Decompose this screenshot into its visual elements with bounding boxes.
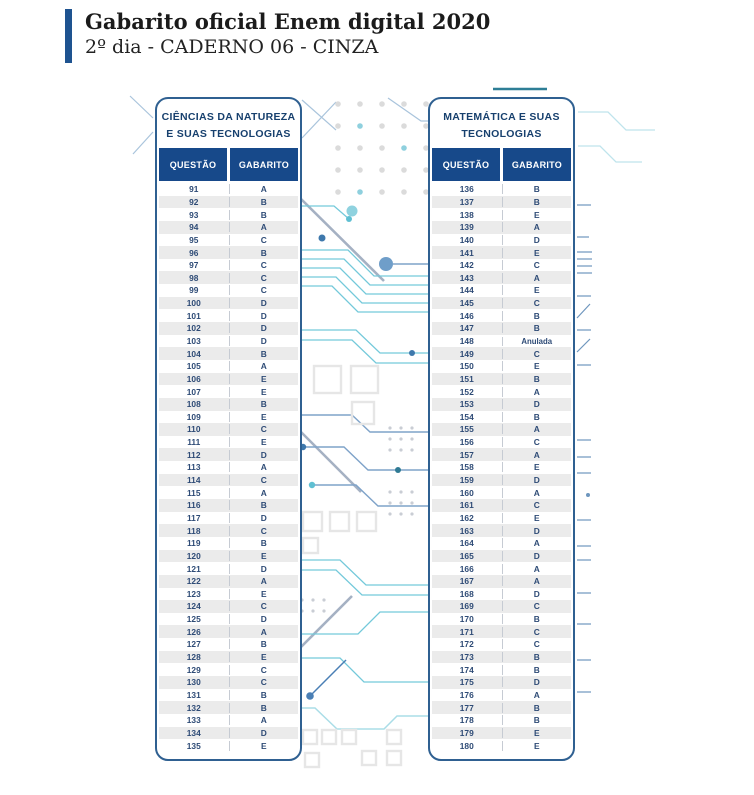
answer-letter: D [502, 526, 572, 536]
question-number: 97 [189, 260, 199, 271]
page-subtitle: 2º dia - CADERNO 06 - CINZA [85, 36, 379, 58]
table-row [159, 208, 298, 221]
question-number: 158 [459, 462, 474, 473]
page-header [65, 9, 490, 63]
question-number: 112 [186, 449, 201, 460]
table-row [432, 499, 571, 512]
question-number: 175 [459, 677, 474, 688]
answer-letter: E [502, 462, 572, 472]
answer-letter: C [502, 437, 572, 447]
table-row [432, 347, 571, 360]
table-row [432, 411, 571, 424]
table-row [159, 271, 298, 284]
question-number: 93 [189, 209, 199, 220]
question-number: 121 [186, 563, 201, 574]
table-row [159, 234, 298, 247]
answer-letter: C [502, 627, 572, 637]
table-row [159, 537, 298, 550]
table-row [432, 271, 571, 284]
table-row [159, 701, 298, 714]
question-number: 92 [189, 196, 199, 207]
answer-letter: A [502, 538, 572, 548]
answer-letter: C [229, 665, 299, 675]
table-row [432, 335, 571, 348]
answer-letter: C [229, 235, 299, 245]
table-row [159, 524, 298, 537]
table-row [432, 461, 571, 474]
question-number: 166 [459, 563, 474, 574]
table-row [432, 373, 571, 386]
question-number: 110 [186, 424, 201, 435]
table-row [159, 411, 298, 424]
answer-letter: B [229, 703, 299, 713]
answer-letter: B [229, 210, 299, 220]
answer-letter: B [229, 500, 299, 510]
table-row [432, 550, 571, 563]
answer-letter: A [229, 361, 299, 371]
table-row [159, 309, 298, 322]
answer-letter: B [229, 639, 299, 649]
table-row [159, 474, 298, 487]
answer-letter: A [502, 450, 572, 460]
question-number: 98 [189, 272, 199, 283]
question-number: 140 [459, 234, 474, 245]
answer-letter: E [229, 652, 299, 662]
table-row [159, 486, 298, 499]
table-row [432, 537, 571, 550]
table-row [159, 613, 298, 626]
table-row [432, 524, 571, 537]
answer-rows [430, 181, 573, 759]
answer-letter: A [229, 576, 299, 586]
question-number: 148 [459, 336, 474, 346]
question-number: 115 [186, 487, 201, 498]
answer-letter: B [502, 715, 572, 725]
question-number: 154 [459, 411, 474, 422]
answer-letter: D [502, 475, 572, 485]
answer-letter: E [229, 387, 299, 397]
answer-letter: B [229, 197, 299, 207]
table-row [159, 676, 298, 689]
answer-letter: A [502, 222, 572, 232]
answer-letter: B [502, 703, 572, 713]
question-number: 105 [186, 361, 201, 372]
table-row [159, 347, 298, 360]
question-number: 172 [459, 639, 474, 650]
answer-letter: D [502, 589, 572, 599]
table-row [159, 575, 298, 588]
question-number: 178 [459, 715, 474, 726]
question-number: 133 [186, 715, 201, 726]
table-title-line1: CIÊNCIAS DA NATUREZA [161, 111, 296, 123]
question-number: 143 [459, 272, 474, 283]
answer-letter: E [502, 285, 572, 295]
table-row [159, 373, 298, 386]
question-number: 163 [459, 525, 474, 536]
table-row [159, 322, 298, 335]
table-title [430, 99, 573, 148]
table-row [432, 651, 571, 664]
table-row [432, 259, 571, 272]
answer-letter: E [229, 374, 299, 384]
question-number: 162 [459, 512, 474, 523]
table-row [432, 309, 571, 322]
question-number: 103 [186, 336, 201, 346]
column-header-gabarito: GABARITO [230, 148, 298, 181]
answer-letter: C [229, 475, 299, 485]
answer-letter: B [502, 311, 572, 321]
answer-letter: A [229, 715, 299, 725]
table-row [159, 689, 298, 702]
table-row [432, 714, 571, 727]
table-row [159, 398, 298, 411]
question-number: 99 [189, 285, 199, 296]
question-number: 102 [186, 323, 201, 334]
question-number: 104 [186, 348, 201, 359]
answer-letter: C [229, 260, 299, 270]
table-row [159, 183, 298, 196]
table-row [432, 234, 571, 247]
question-number: 126 [186, 626, 201, 637]
question-number: 137 [459, 196, 474, 207]
table-row [432, 183, 571, 196]
question-number: 157 [459, 449, 474, 460]
column-header-questao: QUESTÃO [159, 148, 227, 181]
table-row [159, 562, 298, 575]
question-number: 128 [186, 652, 201, 663]
answer-letter: D [229, 336, 299, 346]
answer-letter: A [229, 184, 299, 194]
question-number: 164 [459, 538, 474, 549]
answer-letter: B [502, 197, 572, 207]
table-row [432, 436, 571, 449]
question-number: 130 [186, 677, 201, 688]
answer-letter: D [229, 323, 299, 333]
table-row [432, 638, 571, 651]
table-row [432, 448, 571, 461]
table-row [159, 246, 298, 259]
table-row [432, 613, 571, 626]
column-header-gabarito: GABARITO [503, 148, 571, 181]
question-number: 135 [186, 740, 201, 751]
answer-letter: B [229, 349, 299, 359]
question-number: 117 [186, 512, 201, 523]
table-row [159, 651, 298, 664]
question-number: 129 [186, 664, 201, 675]
answer-letter: C [229, 424, 299, 434]
question-number: 136 [459, 184, 474, 195]
table-row [159, 284, 298, 297]
table-row [432, 474, 571, 487]
table-row [159, 461, 298, 474]
answer-letter: D [229, 564, 299, 574]
question-number: 138 [459, 209, 474, 220]
question-number: 145 [459, 298, 474, 309]
table-row [159, 739, 298, 752]
answer-letter: D [229, 298, 299, 308]
question-number: 131 [186, 689, 201, 700]
question-number: 114 [186, 475, 201, 486]
question-number: 119 [186, 538, 201, 549]
answer-letter: A [229, 222, 299, 232]
table-row [432, 196, 571, 209]
question-number: 134 [186, 727, 201, 738]
table-header-row [430, 148, 573, 181]
answer-letter: B [502, 614, 572, 624]
answer-letter: A [229, 462, 299, 472]
table-row [159, 550, 298, 563]
answer-letter: C [502, 260, 572, 270]
answer-letter: E [502, 728, 572, 738]
table-row [159, 259, 298, 272]
question-number: 141 [459, 247, 474, 258]
accent-bar [65, 9, 72, 63]
answer-letter: C [229, 285, 299, 295]
question-number: 125 [186, 614, 201, 625]
answer-letter: A [502, 488, 572, 498]
question-number: 169 [459, 601, 474, 612]
answer-letter: Anulada [502, 337, 572, 346]
question-number: 94 [189, 222, 199, 233]
table-row [159, 448, 298, 461]
question-number: 174 [459, 664, 474, 675]
answer-letter: D [502, 399, 572, 409]
answer-letter: A [502, 273, 572, 283]
answer-letter: B [502, 652, 572, 662]
question-number: 147 [459, 323, 474, 334]
question-number: 176 [459, 689, 474, 700]
question-number: 160 [459, 487, 474, 498]
answer-letter: C [229, 677, 299, 687]
table-row [432, 588, 571, 601]
question-number: 122 [186, 576, 201, 587]
answer-letter: B [229, 399, 299, 409]
table-row [432, 701, 571, 714]
answer-letter: D [229, 513, 299, 523]
answer-letter: B [229, 248, 299, 258]
answer-letter: B [229, 690, 299, 700]
answer-letter: A [502, 424, 572, 434]
question-number: 106 [186, 373, 201, 384]
answer-letter: C [502, 298, 572, 308]
table-row [432, 246, 571, 259]
column-header-questao: QUESTÃO [432, 148, 500, 181]
answer-letter: D [229, 728, 299, 738]
table-title-line2: E SUAS TECNOLOGIAS [166, 127, 291, 140]
answer-letter: D [502, 235, 572, 245]
table-row [432, 486, 571, 499]
question-number: 113 [186, 462, 201, 473]
table-row [432, 385, 571, 398]
answer-letter: E [229, 412, 299, 422]
question-number: 173 [459, 652, 474, 663]
table-title [157, 99, 300, 148]
question-number: 177 [459, 702, 474, 713]
table-row [432, 575, 571, 588]
question-number: 108 [186, 399, 201, 410]
question-number: 139 [459, 222, 474, 233]
table-row [159, 221, 298, 234]
question-number: 146 [459, 310, 474, 321]
question-number: 123 [186, 588, 201, 599]
table-row [159, 714, 298, 727]
answer-letter: E [502, 248, 572, 258]
table-row [432, 689, 571, 702]
question-number: 159 [459, 475, 474, 486]
question-number: 91 [189, 184, 199, 195]
table-row [432, 600, 571, 613]
answer-letter: C [502, 601, 572, 611]
question-number: 118 [186, 525, 201, 536]
answer-letter: E [502, 361, 572, 371]
answer-letter: A [502, 576, 572, 586]
question-number: 120 [186, 550, 201, 561]
question-number: 100 [186, 298, 201, 309]
question-number: 109 [186, 411, 201, 422]
answer-letter: D [229, 311, 299, 321]
question-number: 168 [459, 588, 474, 599]
answer-letter: D [502, 551, 572, 561]
answer-letter: E [502, 513, 572, 523]
answer-letter: C [502, 639, 572, 649]
table-row [432, 284, 571, 297]
answer-letter: A [502, 387, 572, 397]
answer-letter: E [229, 741, 299, 751]
question-number: 180 [459, 740, 474, 751]
table-title-line1: MATEMÁTICA E SUAS [443, 111, 560, 123]
question-number: 179 [459, 727, 474, 738]
answer-letter: C [229, 601, 299, 611]
table-row [159, 385, 298, 398]
answer-letter: D [502, 677, 572, 687]
question-number: 142 [459, 260, 474, 271]
answer-letter: B [229, 538, 299, 548]
table-row [432, 208, 571, 221]
question-number: 149 [459, 348, 474, 359]
question-number: 167 [459, 576, 474, 587]
table-row [159, 436, 298, 449]
table-row [432, 322, 571, 335]
table-row [159, 512, 298, 525]
answer-letter: E [229, 589, 299, 599]
answer-letter: B [502, 412, 572, 422]
table-row [432, 512, 571, 525]
table-row [159, 638, 298, 651]
table-row [159, 360, 298, 373]
answer-letter: E [229, 551, 299, 561]
question-number: 153 [459, 399, 474, 410]
table-title-line2: TECNOLOGIAS [461, 127, 542, 140]
table-row [432, 739, 571, 752]
question-number: 150 [459, 361, 474, 372]
table-row [432, 727, 571, 740]
answer-letter: A [502, 564, 572, 574]
question-number: 116 [186, 500, 201, 511]
question-number: 151 [459, 373, 474, 384]
question-number: 95 [189, 234, 199, 245]
table-row [432, 398, 571, 411]
question-number: 111 [187, 437, 201, 448]
table-ciencias-da-natureza [155, 97, 302, 761]
answer-letter: A [229, 488, 299, 498]
page-title: Gabarito oficial Enem digital 2020 [85, 9, 491, 34]
answer-letter: D [229, 614, 299, 624]
table-row [432, 360, 571, 373]
question-number: 170 [459, 614, 474, 625]
table-row [432, 423, 571, 436]
question-number: 144 [459, 285, 474, 296]
question-number: 101 [186, 310, 201, 321]
answer-letter: A [502, 690, 572, 700]
answer-rows [157, 181, 300, 759]
table-row [159, 335, 298, 348]
table-row [159, 499, 298, 512]
answer-letter: C [229, 526, 299, 536]
question-number: 165 [459, 550, 474, 561]
answer-letter: C [229, 273, 299, 283]
table-row [432, 562, 571, 575]
answer-letter: B [502, 184, 572, 194]
table-row [432, 625, 571, 638]
question-number: 96 [189, 247, 199, 258]
question-number: 132 [186, 702, 201, 713]
question-number: 156 [459, 437, 474, 448]
table-row [159, 600, 298, 613]
answer-letter: B [502, 665, 572, 675]
question-number: 107 [186, 386, 201, 397]
answer-letter: C [502, 349, 572, 359]
answer-letter: B [502, 323, 572, 333]
table-row [159, 297, 298, 310]
question-number: 155 [459, 424, 474, 435]
table-row [159, 588, 298, 601]
answer-letter: C [502, 500, 572, 510]
answer-letter: E [502, 741, 572, 751]
answer-letter: E [502, 210, 572, 220]
answer-letter: B [502, 374, 572, 384]
table-row [432, 663, 571, 676]
answer-letter: E [229, 437, 299, 447]
table-row [432, 221, 571, 234]
question-number: 124 [186, 601, 201, 612]
question-number: 171 [459, 626, 474, 637]
table-header-row [157, 148, 300, 181]
question-number: 161 [459, 500, 474, 511]
table-row [159, 663, 298, 676]
table-row [159, 727, 298, 740]
answer-letter: A [229, 627, 299, 637]
table-row [432, 297, 571, 310]
question-number: 127 [186, 639, 201, 650]
table-row [159, 625, 298, 638]
question-number: 152 [459, 386, 474, 397]
table-row [159, 196, 298, 209]
table-row [432, 676, 571, 689]
table-row [159, 423, 298, 436]
table-matematica [428, 97, 575, 761]
answer-letter: D [229, 450, 299, 460]
